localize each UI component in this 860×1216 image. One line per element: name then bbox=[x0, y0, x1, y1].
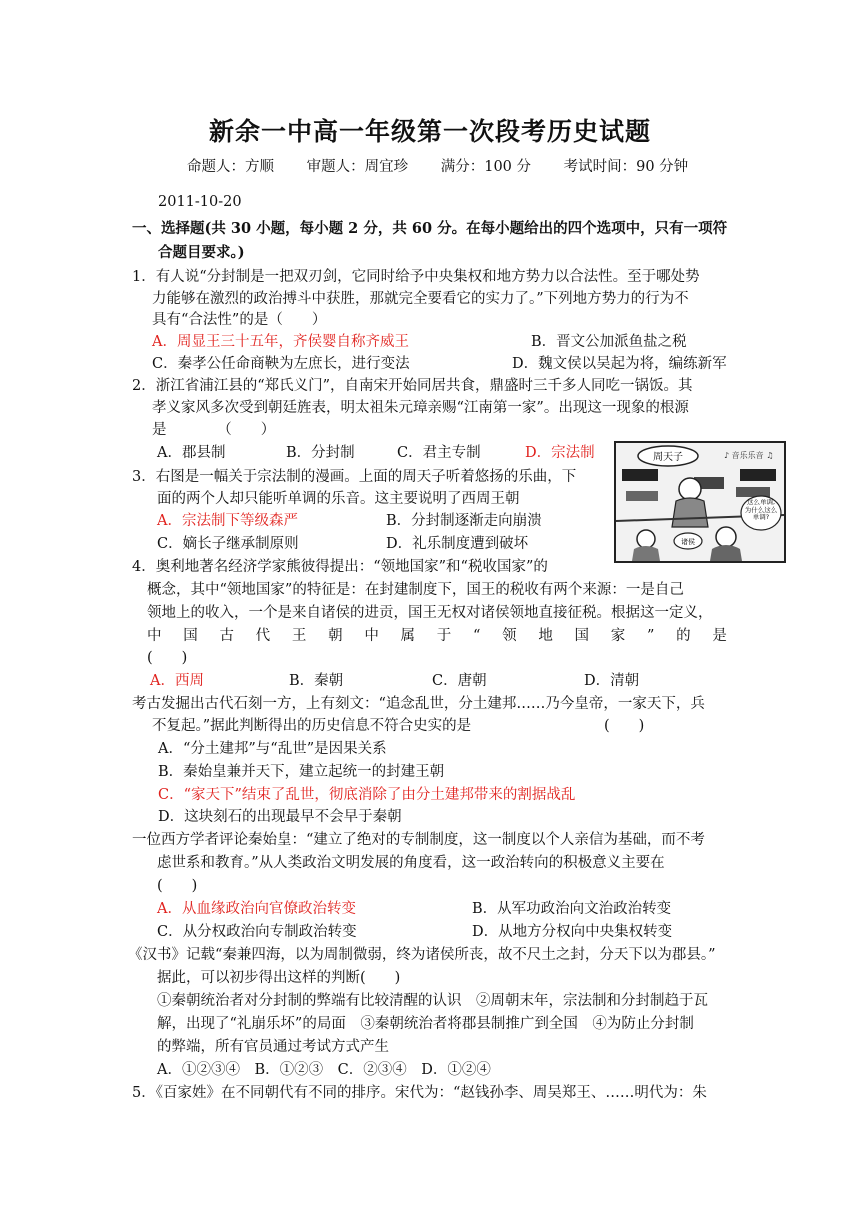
q4-spread-char: 家 bbox=[610, 628, 626, 644]
q4-stem-line5: ( ) bbox=[147, 650, 188, 666]
q6-stem-line3: ( ) bbox=[157, 878, 198, 894]
q2-stem-line1: 2．浙江省浦江县的“郑氏义门”，自南宋开始同居共食，鼎盛时三千多人同吃一锅饭。其 bbox=[132, 378, 693, 394]
q4-stem-line4 bbox=[147, 625, 727, 647]
q4-spread-char: 代 bbox=[255, 628, 271, 644]
exam-meta bbox=[187, 156, 716, 178]
q5-option-c: C．“家天下”结束了乱世，彻底消除了由分土建邦带来的割据战乱 bbox=[158, 787, 576, 803]
cartoon-music-text: ♪ 音乐乐音 ♫ bbox=[724, 451, 774, 460]
q4-spread-char: 属 bbox=[400, 628, 416, 644]
q1-option-d: D．魏文侯以吴起为将，编练新军 bbox=[512, 356, 727, 372]
q4-stem-line1: 4．奥利地著名经济学家熊彼得提出：“领地国家”和“税收国家”的 bbox=[132, 559, 548, 575]
reviewer-label: 审题人：周宜珍 bbox=[306, 159, 409, 175]
q3-option-d: D．礼乐制度遭到破坏 bbox=[386, 536, 529, 552]
q6-option-b: B．从军功政治向文治政治转变 bbox=[472, 901, 672, 917]
q6-stem-line1: 一位西方学者评论秦始皇：“建立了绝对的专制制度，这一制度以个人亲信为基础，而不考 bbox=[132, 832, 705, 848]
q4-spread-char: 中 bbox=[147, 628, 162, 644]
q1-stem-line2: 力能够在激烈的政治搏斗中获胜，那就完全要看它的实力了。”下列地方势力的行为不 bbox=[152, 291, 689, 307]
q8-stem-line1: 5．《百家姓》在不同朝代有不同的排序。宋代为：“赵钱孙李、周吴郑王、……明代为：朱 bbox=[132, 1085, 707, 1101]
q4-spread-char: 领 bbox=[502, 628, 517, 644]
q4-option-d: D．清朝 bbox=[584, 673, 640, 689]
q4-spread-char: 朝 bbox=[328, 628, 343, 644]
q4-spread-char: 国 bbox=[183, 628, 198, 644]
q6-option-d: D．从地方分权向中央集权转变 bbox=[472, 924, 673, 940]
q5-option-b: B．秦始皇兼并天下，建立起统一的封建王朝 bbox=[158, 764, 445, 780]
q3-option-b: B．分封制逐渐走向崩溃 bbox=[386, 513, 542, 529]
q2-stem-line3: 是 （ ） bbox=[152, 422, 276, 438]
q5-answer-paren: ( ) bbox=[604, 718, 645, 734]
q2-option-b: B．分封制 bbox=[286, 445, 355, 461]
q4-spread-char: 的 bbox=[676, 628, 691, 644]
q1-option-b: B．晋文公加派鱼盐之税 bbox=[531, 334, 687, 350]
full-marks-label: 满分：100 分 bbox=[440, 159, 532, 175]
section-heading-line1: 一、选择题(共 30 小题，每小题 2 分，共 60 分。在每小题给出的四个选项中，只有一项符 bbox=[132, 220, 728, 237]
q7-stem-line2: 据此，可以初步得出这样的判断( ) bbox=[157, 970, 401, 986]
q7-stem-line3: ①秦朝统治者对分封制的弊端有比较清醒的认识 ②周朝末年，宗法制和分封制趋于瓦 bbox=[157, 993, 708, 1009]
q4-spread-char: 地 bbox=[538, 628, 553, 644]
q4-option-b: B．秦朝 bbox=[289, 673, 344, 689]
page-title: 新余一中高一年级第一次段考历史试题 bbox=[208, 117, 651, 146]
q3-stem-line2: 面的两个人却只能听单调的乐音。这主要说明了西周王朝 bbox=[157, 491, 520, 507]
zongfa-cartoon bbox=[614, 441, 786, 563]
q2-stem-line2: 孝义家风多次受到朝廷旌表，明太祖朱元璋亲赐“江南第一家”。出现这一现象的根源 bbox=[152, 400, 689, 416]
q1-stem-line3: 具有“合法性”的是（ ） bbox=[152, 312, 327, 328]
q4-stem-line3: 领地上的收入，一个是来自诸侯的进贡，国王无权对诸侯领地直接征税。根据这一定义， bbox=[147, 605, 713, 621]
q4-spread-char: 中 bbox=[364, 628, 379, 644]
q7-options: A．①②③④ B．①②③ C．②③④ D．①②④ bbox=[157, 1062, 491, 1078]
q7-stem-line1: 《汉书》记载“秦兼四海，以为周制微弱，终为诸侯所丧，故不尺土之封，分天下以为郡县。” bbox=[128, 947, 716, 963]
setter-label: 命题人：方顺 bbox=[187, 159, 274, 175]
cartoon-speech-bubble: 这么单调,为什么这么单调? bbox=[744, 499, 778, 521]
q4-spread-char: ” bbox=[646, 628, 655, 644]
q1-option-c: C．秦孝公任命商鞅为左庶长，进行变法 bbox=[152, 356, 410, 372]
q4-spread-char: 国 bbox=[574, 628, 590, 644]
q1-option-a: A．周显王三十五年，齐侯婴自称齐威王 bbox=[152, 334, 409, 350]
q7-stem-line5: 的弊端，所有官员通过考试方式产生 bbox=[157, 1039, 389, 1055]
q6-stem-line2: 虑世系和教育。”从人类政治文明发展的角度看，这一政治转向的积极意义主要在 bbox=[157, 855, 665, 871]
q3-option-a: A．宗法制下等级森严 bbox=[157, 513, 298, 529]
exam-date: 2011-10-20 bbox=[158, 194, 242, 210]
q1-stem-line1: 1．有人说“分封制是一把双刃剑，它同时给予中央集权和地方势力以合法性。至于哪处势 bbox=[132, 269, 700, 285]
q4-spread-char: 是 bbox=[712, 628, 727, 644]
q2-option-c: C．君主专制 bbox=[397, 445, 481, 461]
q4-option-c: C．唐朝 bbox=[432, 673, 487, 689]
q4-option-a: A．西周 bbox=[150, 673, 204, 689]
q3-stem-line1: 3．右图是一幅关于宗法制的漫画。上面的周天子听着悠扬的乐曲，下 bbox=[132, 469, 577, 485]
q6-option-c: C．从分权政治向专制政治转变 bbox=[157, 924, 357, 940]
q5-stem-line2: 不复起。”据此判断得出的历史信息不符合史实的是 bbox=[152, 718, 472, 734]
q6-option-a: A．从血缘政治向官僚政治转变 bbox=[157, 901, 356, 917]
q5-stem-line1: 考古发掘出古代石刻一方，上有刻文：“追念乱世，分土建邦……乃今皇帝，一家天下，兵 bbox=[132, 696, 705, 712]
cartoon-king-label: 周天子 bbox=[653, 452, 683, 463]
q2-option-a: A．郡县制 bbox=[157, 445, 226, 461]
q4-stem-line2: 概念，其中“领地国家”的特征是：在封建制度下，国王的税收有两个来源：一是自己 bbox=[147, 582, 684, 598]
q5-option-d: D．这块刻石的出现最早不会早于秦朝 bbox=[158, 809, 402, 825]
q7-stem-line4: 解，出现了“礼崩乐坏”的局面 ③秦朝统治者将郡县制推广到全国 ④为防止分封制 bbox=[157, 1016, 694, 1032]
section-heading-line2: 合题目要求。) bbox=[158, 244, 245, 261]
q4-spread-char: “ bbox=[472, 628, 481, 644]
cartoon-drawing bbox=[616, 443, 784, 561]
duration-label: 考试时间：90 分钟 bbox=[563, 159, 689, 175]
q3-option-c: C．嫡长子继承制原则 bbox=[157, 536, 299, 552]
q2-option-d: D．宗法制 bbox=[525, 445, 595, 461]
q4-spread-char: 王 bbox=[291, 628, 307, 644]
q4-spread-char: 古 bbox=[219, 628, 234, 644]
q5-option-a: A．“分土建邦”与“乱世”是因果关系 bbox=[158, 741, 387, 757]
q4-spread-char: 于 bbox=[436, 628, 452, 644]
cartoon-bottom-tag: 诸侯 bbox=[681, 538, 695, 546]
